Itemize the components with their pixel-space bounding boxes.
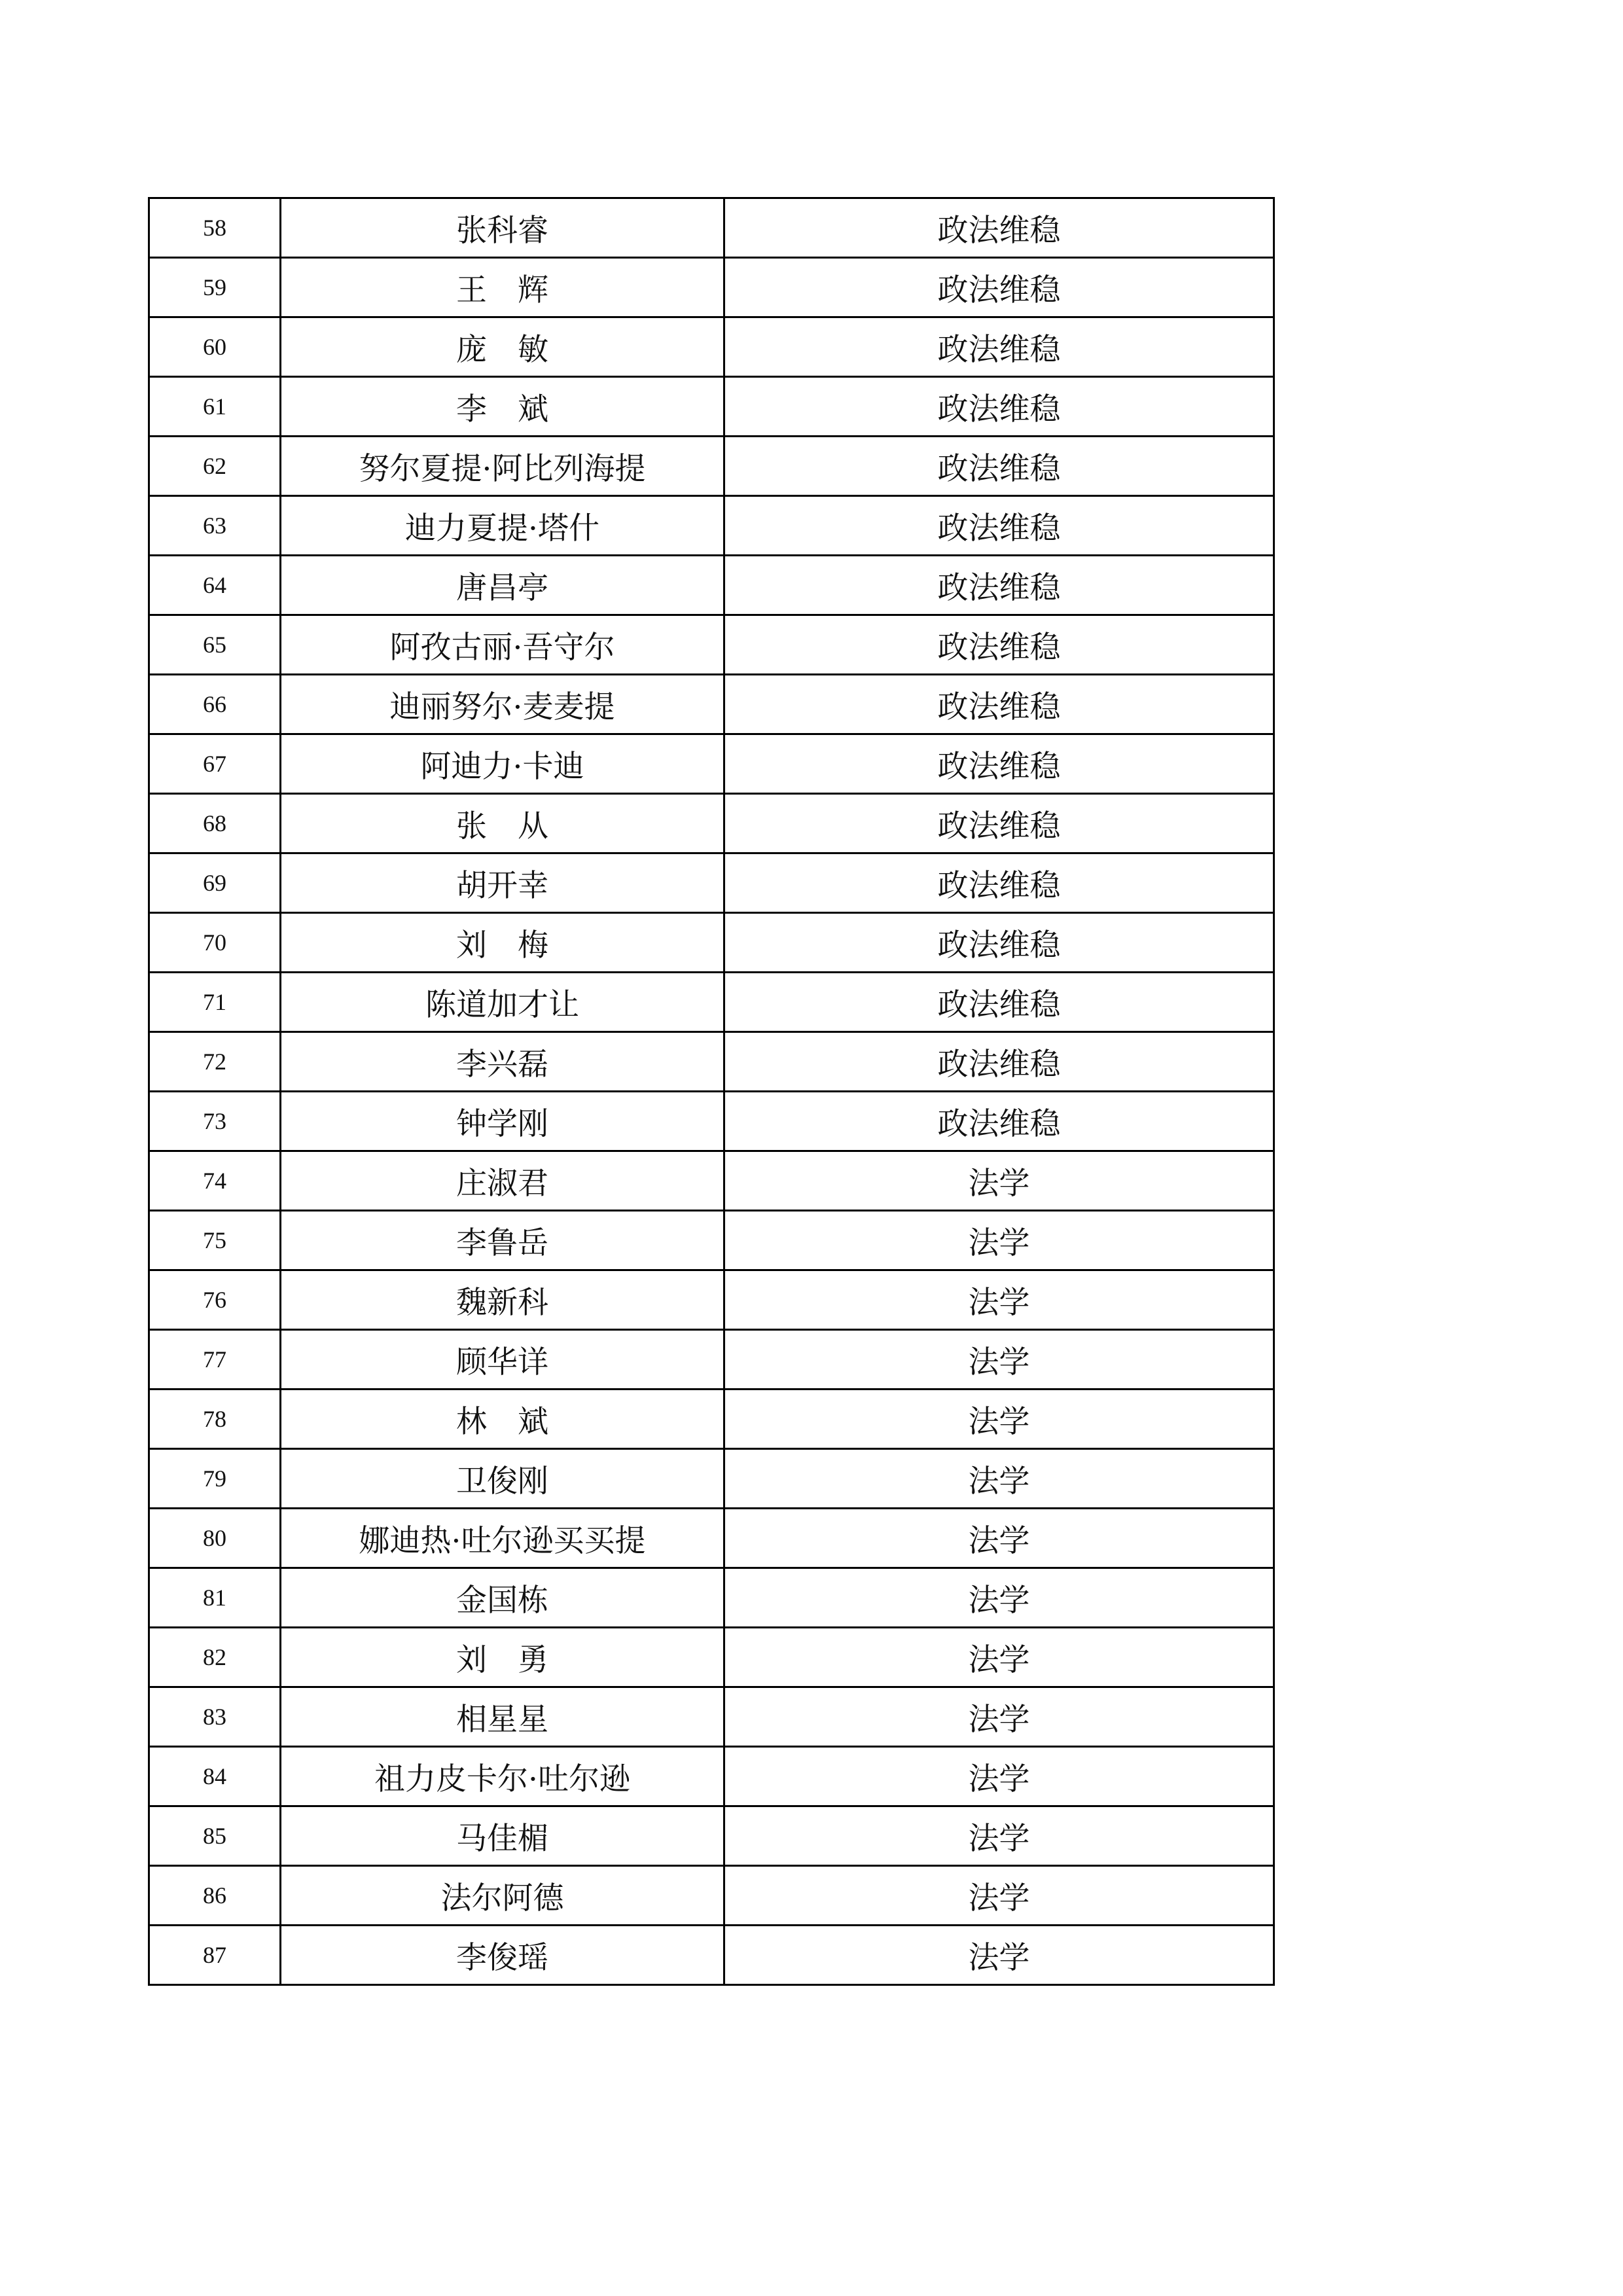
row-number-cell: 79	[149, 1449, 281, 1509]
category-cell: 法学	[724, 1270, 1274, 1330]
table-row	[149, 377, 1274, 437]
table-row	[149, 675, 1274, 734]
category-cell: 法学	[724, 1747, 1274, 1806]
table-row	[149, 1032, 1274, 1092]
roster-table-body	[149, 198, 1274, 1985]
row-number-cell: 81	[149, 1568, 281, 1628]
row-number-cell: 72	[149, 1032, 281, 1092]
row-number-cell: 73	[149, 1092, 281, 1151]
category-cell: 政法维稳	[724, 794, 1274, 853]
row-number-cell: 60	[149, 317, 281, 377]
table-row	[149, 1747, 1274, 1806]
name-cell: 张科睿	[281, 198, 724, 258]
row-number-cell: 76	[149, 1270, 281, 1330]
table-row	[149, 1390, 1274, 1449]
table-row	[149, 1330, 1274, 1390]
name-cell: 相星星	[281, 1687, 724, 1747]
table-row	[149, 1449, 1274, 1509]
row-number-cell: 67	[149, 734, 281, 794]
name-cell: 刘 梅	[281, 913, 724, 973]
category-cell: 政法维稳	[724, 734, 1274, 794]
category-cell: 政法维稳	[724, 377, 1274, 437]
row-number-cell: 74	[149, 1151, 281, 1211]
row-number-cell: 71	[149, 973, 281, 1032]
category-cell: 法学	[724, 1211, 1274, 1270]
name-cell: 林 斌	[281, 1390, 724, 1449]
category-cell: 政法维稳	[724, 258, 1274, 317]
table-row	[149, 1687, 1274, 1747]
name-cell: 努尔夏提·阿比列海提	[281, 437, 724, 496]
table-row	[149, 853, 1274, 913]
name-cell: 卫俊刚	[281, 1449, 724, 1509]
category-cell: 政法维稳	[724, 317, 1274, 377]
table-row	[149, 198, 1274, 258]
name-cell: 迪丽努尔·麦麦提	[281, 675, 724, 734]
name-cell: 李兴磊	[281, 1032, 724, 1092]
category-cell: 法学	[724, 1390, 1274, 1449]
row-number-cell: 58	[149, 198, 281, 258]
name-cell: 李鲁岳	[281, 1211, 724, 1270]
name-cell: 阿迪力·卡迪	[281, 734, 724, 794]
name-cell: 娜迪热·吐尔逊买买提	[281, 1509, 724, 1568]
row-number-cell: 86	[149, 1866, 281, 1926]
name-cell: 王 辉	[281, 258, 724, 317]
row-number-cell: 85	[149, 1806, 281, 1866]
category-cell: 政法维稳	[724, 1032, 1274, 1092]
category-cell: 政法维稳	[724, 615, 1274, 675]
name-cell: 祖力皮卡尔·吐尔逊	[281, 1747, 724, 1806]
name-cell: 阿孜古丽·吾守尔	[281, 615, 724, 675]
table-row	[149, 1568, 1274, 1628]
name-cell: 马佳楣	[281, 1806, 724, 1866]
name-cell: 钟学刚	[281, 1092, 724, 1151]
table-row	[149, 973, 1274, 1032]
row-number-cell: 62	[149, 437, 281, 496]
row-number-cell: 63	[149, 496, 281, 556]
category-cell: 法学	[724, 1866, 1274, 1926]
table-row	[149, 437, 1274, 496]
table-row	[149, 794, 1274, 853]
table-row	[149, 317, 1274, 377]
row-number-cell: 68	[149, 794, 281, 853]
table-row	[149, 1866, 1274, 1926]
row-number-cell: 83	[149, 1687, 281, 1747]
name-cell: 张 从	[281, 794, 724, 853]
row-number-cell: 78	[149, 1390, 281, 1449]
category-cell: 法学	[724, 1806, 1274, 1866]
name-cell: 刘 勇	[281, 1628, 724, 1687]
name-cell: 李 斌	[281, 377, 724, 437]
category-cell: 政法维稳	[724, 198, 1274, 258]
row-number-cell: 70	[149, 913, 281, 973]
table-row	[149, 1926, 1274, 1985]
category-cell: 政法维稳	[724, 973, 1274, 1032]
row-number-cell: 69	[149, 853, 281, 913]
table-row	[149, 1211, 1274, 1270]
name-cell: 庞 敏	[281, 317, 724, 377]
row-number-cell: 87	[149, 1926, 281, 1985]
category-cell: 政法维稳	[724, 913, 1274, 973]
name-cell: 唐昌亭	[281, 556, 724, 615]
table-row	[149, 258, 1274, 317]
name-cell: 庄淑君	[281, 1151, 724, 1211]
category-cell: 法学	[724, 1330, 1274, 1390]
name-cell: 迪力夏提·塔什	[281, 496, 724, 556]
row-number-cell: 65	[149, 615, 281, 675]
category-cell: 政法维稳	[724, 437, 1274, 496]
category-cell: 法学	[724, 1687, 1274, 1747]
table-row	[149, 1151, 1274, 1211]
name-cell: 金国栋	[281, 1568, 724, 1628]
table-row	[149, 1806, 1274, 1866]
category-cell: 政法维稳	[724, 853, 1274, 913]
name-cell: 胡开幸	[281, 853, 724, 913]
name-cell: 顾华详	[281, 1330, 724, 1390]
row-number-cell: 82	[149, 1628, 281, 1687]
table-row	[149, 496, 1274, 556]
table-row	[149, 556, 1274, 615]
category-cell: 法学	[724, 1628, 1274, 1687]
category-cell: 法学	[724, 1926, 1274, 1985]
row-number-cell: 64	[149, 556, 281, 615]
table-row	[149, 1509, 1274, 1568]
table-row	[149, 1270, 1274, 1330]
row-number-cell: 75	[149, 1211, 281, 1270]
table-row	[149, 1092, 1274, 1151]
row-number-cell: 61	[149, 377, 281, 437]
table-row	[149, 734, 1274, 794]
name-cell: 陈道加才让	[281, 973, 724, 1032]
table-row	[149, 913, 1274, 973]
category-cell: 法学	[724, 1151, 1274, 1211]
category-cell: 法学	[724, 1568, 1274, 1628]
name-cell: 法尔阿德	[281, 1866, 724, 1926]
row-number-cell: 59	[149, 258, 281, 317]
category-cell: 政法维稳	[724, 556, 1274, 615]
row-number-cell: 84	[149, 1747, 281, 1806]
category-cell: 法学	[724, 1509, 1274, 1568]
row-number-cell: 66	[149, 675, 281, 734]
row-number-cell: 77	[149, 1330, 281, 1390]
category-cell: 政法维稳	[724, 675, 1274, 734]
category-cell: 政法维稳	[724, 1092, 1274, 1151]
name-cell: 李俊瑶	[281, 1926, 724, 1985]
name-cell: 魏新科	[281, 1270, 724, 1330]
category-cell: 政法维稳	[724, 496, 1274, 556]
table-row	[149, 615, 1274, 675]
category-cell: 法学	[724, 1449, 1274, 1509]
row-number-cell: 80	[149, 1509, 281, 1568]
table-row	[149, 1628, 1274, 1687]
roster-table	[148, 197, 1275, 1986]
